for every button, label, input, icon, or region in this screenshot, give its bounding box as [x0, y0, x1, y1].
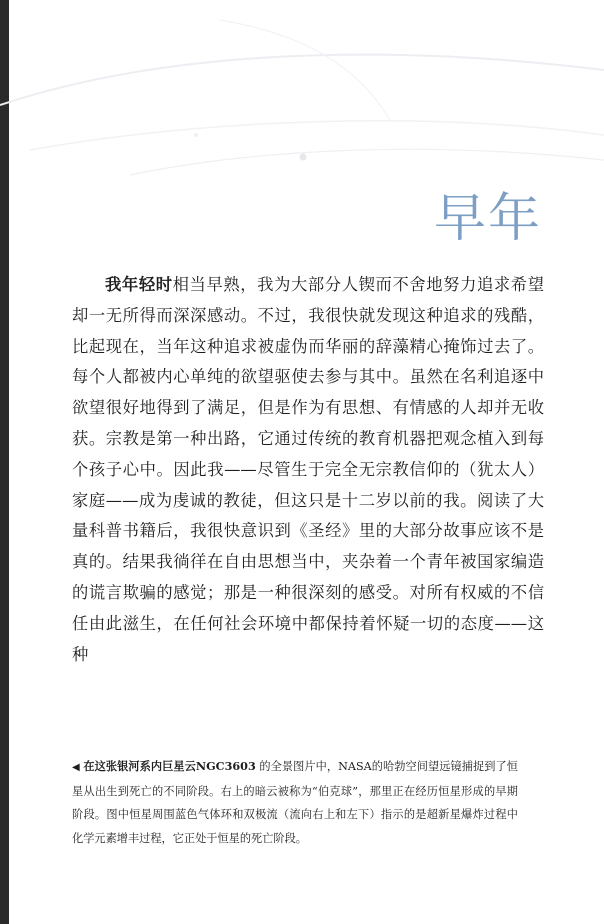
page-edge-bar	[0, 0, 9, 924]
body-paragraph	[72, 270, 544, 670]
caption-text: 的全景图片中，NASA的哈勃空间望远镜捕捉到了恒星从出生到死亡的不同阶段。右上的暗云被称为“伯克球”，那里正在经历恒星形成的早期阶段。图中恒星周围蓝色气体环和双极流（流向右上和左下）指示的是超新星爆炸过程中化学元素增丰过程，它正处于恒星的死亡阶段。	[72, 760, 518, 845]
chapter-title: 早年	[433, 189, 542, 249]
caption-bold-lead: 在这张银河系内巨星云NGC3603	[83, 759, 256, 773]
paragraph-text: 相当早熟，我为大部分人锲而不舍地努力追求希望却一无所得而深深感动。不过，我很快就发现这种追求的残酷，比起现在，当年这种追求被虚伪而华丽的辞藻精心掩饰过去了。每个人都被内心单纯的欲望驱使去参与其中。虽然在名利追逐中欲望很好地得到了满足，但是作为有思想、有情感的人却并无收获。宗教是第一种出路，它通过传统的教育机器把观念植入到每个孩子心中。因此我——尽管生于完全无宗教信仰的（犹太人）家庭——成为虔诚的教徒，但这只是十二岁以前的我。阅读了大量科普书籍后，我很快意识到《圣经》里的大部分故事应该不是真的。结果我徜徉在自由思想当中，夹杂着一个青年被国家编造的谎言欺骗的感觉；那是一种很深刻的感受。对所有权威的不信任由此滋生，在任何社会环境中都保持着怀疑一切的态度——这种	[72, 275, 544, 664]
figure-caption	[72, 755, 518, 850]
caption-arrow-icon: ◀	[72, 762, 80, 773]
paragraph-lead: 我年轻时	[105, 275, 173, 294]
